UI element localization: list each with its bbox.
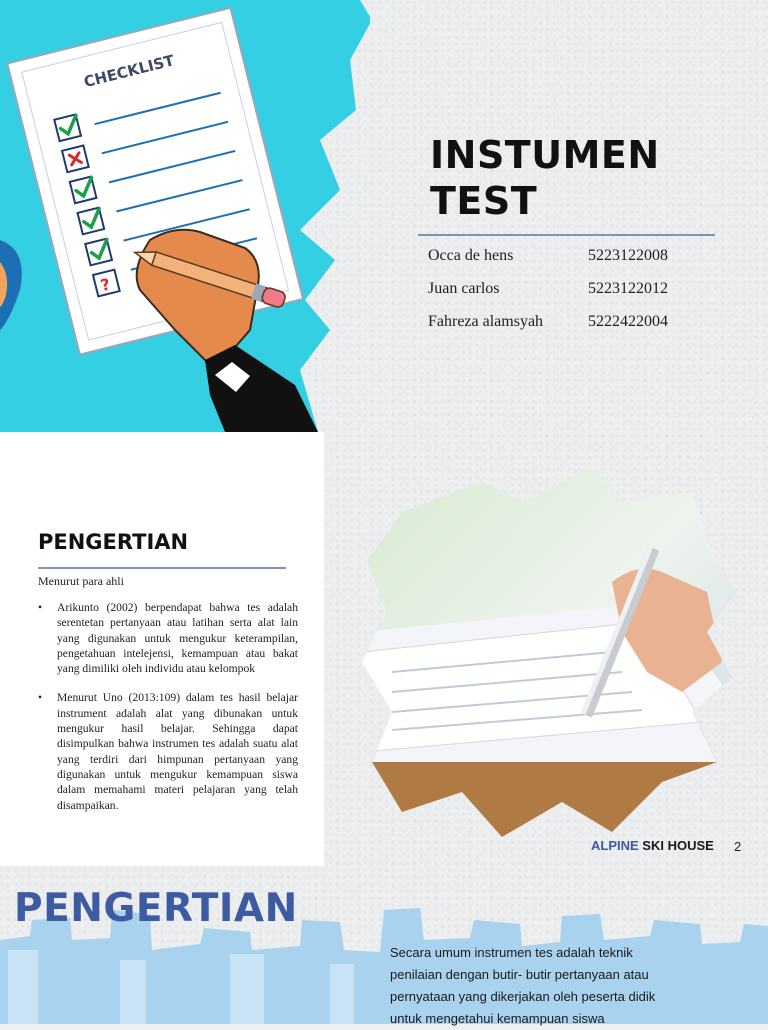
intro-text: Menurut para ahli [38, 574, 124, 588]
section-heading: PENGERTIAN [38, 530, 189, 554]
list-item [38, 690, 298, 812]
slide-title [430, 132, 730, 224]
paragraph-line: untuk mengetahui kemampuan siswa [390, 1011, 605, 1026]
paragraph-line: pernyataan yang dikerjakan oleh peserta didik [390, 989, 656, 1004]
list-item-text: Menurut Uno (2013:109) dalam tes hasil belajar instrument adalah alat yang dibunakan untuk mengukur hasil belajar. Sehingga dapat disimpulkan bahwa instrumen tes adalah suatu alat yang terdiri dari himpunan pertanyaan yang digunakan untuk mengukur kemampuan siswa dalam memahami materi pelajaran yang telah disampaikan. [57, 691, 298, 812]
member-name: Occa de hens [428, 247, 514, 264]
definition-list [38, 600, 298, 827]
footer-brand [591, 838, 714, 853]
definition-card [0, 432, 324, 866]
heading-rule [38, 567, 286, 569]
page-number: 2 [734, 839, 742, 854]
section-heading-large: PENGERTIAN [14, 886, 298, 931]
list-item-text: Arikunto (2002) berpendapat bahwa tes adalah serentetan pertanyaan atau latihan serta alat lain yang digunakan untuk mengukur keterampilan, pengetahuan intelejensi, kemampuan atau bakat yang dimiliki oleh individu atau kelompok [57, 601, 298, 676]
bullet-icon: • [38, 691, 43, 705]
footer-brand-accent: ALPINE [591, 838, 639, 853]
bullet-icon: • [38, 601, 43, 614]
member-id: 5223122008 [588, 247, 668, 264]
member-name: Fahreza alamsyah [428, 313, 544, 330]
svg-text:?: ? [98, 274, 113, 296]
member-id: 5223122012 [588, 280, 668, 297]
paragraph-line: Secara umum instrumen tes adalah teknik [390, 945, 633, 960]
writing-photo [362, 462, 742, 842]
list-item [38, 600, 298, 676]
title-rule [418, 234, 715, 236]
checklist-title: CHECKLIST [81, 51, 177, 92]
member-name: Juan carlos [428, 280, 500, 297]
title-line-2: TEST [430, 179, 538, 223]
definition-paragraph [390, 942, 690, 1030]
checklist-illustration [0, 0, 370, 432]
paragraph-line: penilaian dengan butir- butir pertanyaan atau [390, 967, 649, 982]
title-line-1: INSTUMEN [430, 133, 660, 177]
member-id: 5222422004 [588, 313, 668, 330]
footer-brand-rest: SKI HOUSE [638, 838, 714, 853]
